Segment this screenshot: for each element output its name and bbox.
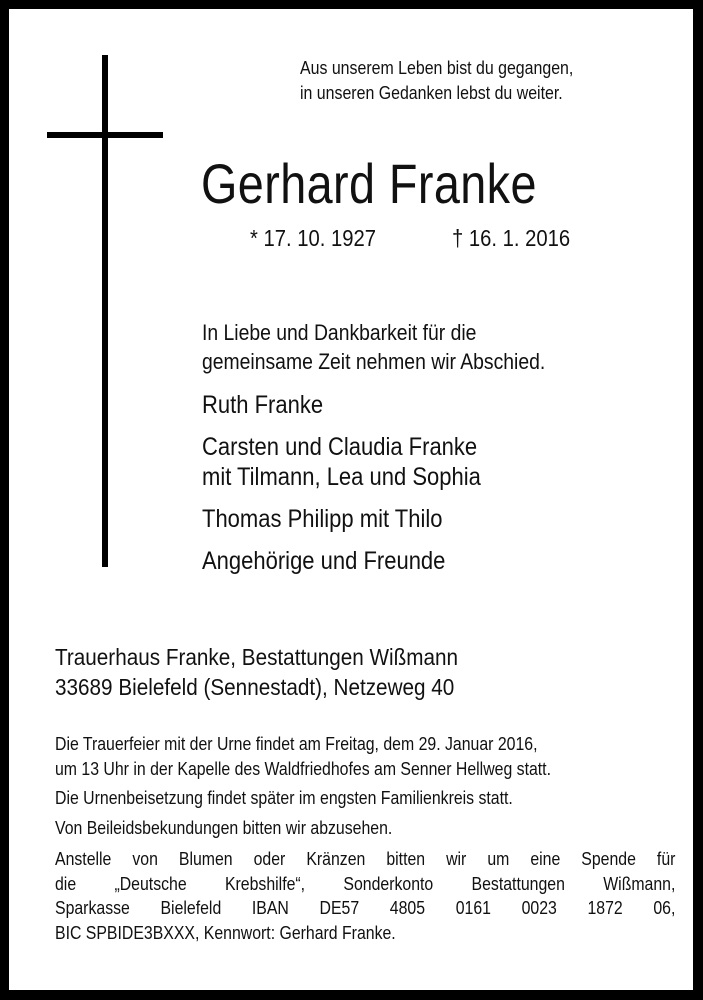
- donation-line: Anstelle von Blumen oder Kränzen bitten wir um eine Spende für: [55, 849, 676, 869]
- ceremony-line: um 13 Uhr in der Kapelle des Waldfriedhofes am Senner Hellweg statt.: [55, 758, 551, 779]
- donation-paragraph: [55, 847, 675, 945]
- birth-date: * 17. 10. 1927: [250, 225, 377, 251]
- mourner: Angehörige und Freunde: [202, 547, 446, 575]
- address-line: 33689 Bielefeld (Sennestadt), Netzeweg 40: [55, 674, 455, 700]
- donation-line: Sparkasse Bielefeld IBAN DE57 4805 0161 0023 1872 06,: [55, 898, 676, 918]
- mourner: Thomas Philipp mit Thilo: [202, 505, 443, 533]
- mourning-address: [55, 642, 458, 702]
- mourner: mit Tilmann, Lea und Sophia: [202, 463, 481, 491]
- mourner: Carsten und Claudia Franke: [202, 433, 478, 461]
- quote-line: in unseren Gedanken lebst du weiter.: [300, 82, 563, 103]
- intro-line: In Liebe und Dankbarkeit für die: [202, 320, 477, 345]
- cross-icon-horizontal: [47, 132, 163, 138]
- burial-paragraph: Die Urnenbeisetzung findet später im engsten Familienkreis statt.: [55, 788, 513, 808]
- donation-line: BIC SPBIDE3BXXX, Kennwort: Gerhard Franke.: [55, 922, 396, 943]
- ceremony-line: Die Trauerfeier mit der Urne findet am Freitag, dem 29. Januar 2016,: [55, 734, 538, 754]
- deceased-name: Gerhard Franke: [201, 152, 537, 215]
- address-line: Trauerhaus Franke, Bestattungen Wißmann: [55, 644, 459, 670]
- condolences-paragraph: Von Beileidsbekundungen bitten wir abzusehen.: [55, 818, 393, 838]
- quote: [300, 55, 573, 105]
- mourner: Ruth Franke: [202, 391, 324, 419]
- donation-line: die „Deutsche Krebshilfe“, Sonderkonto Bestattungen Wißmann,: [55, 873, 676, 894]
- death-date: † 16. 1. 2016: [452, 225, 571, 251]
- quote-line: Aus unserem Leben bist du gegangen,: [300, 57, 574, 78]
- obituary-card: [9, 9, 693, 990]
- ceremony-paragraph: [55, 732, 675, 781]
- intro-text: [202, 318, 545, 376]
- intro-line: gemeinsame Zeit nehmen wir Abschied.: [202, 349, 546, 374]
